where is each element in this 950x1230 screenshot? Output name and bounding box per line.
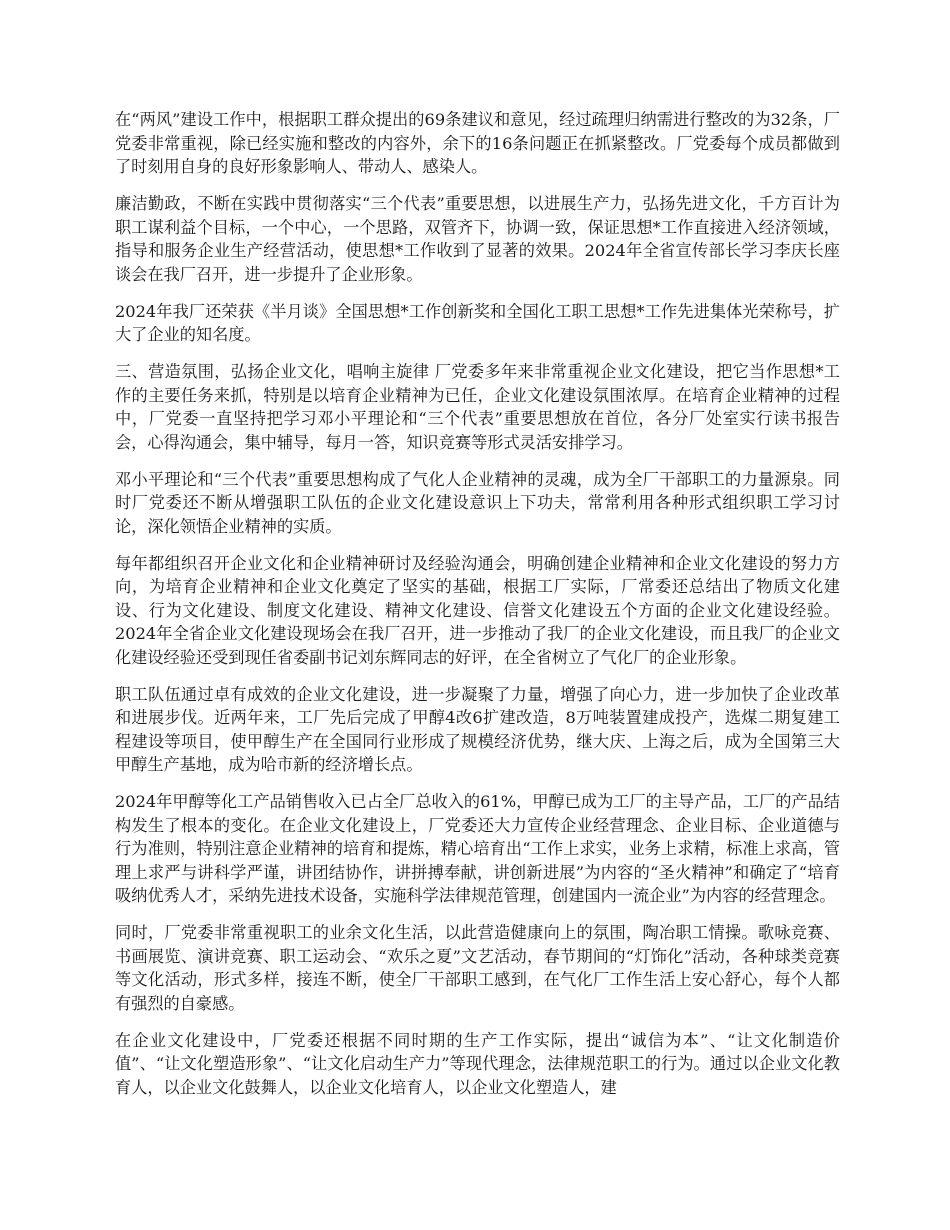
- paragraph-1: 在“两风”建设工作中，根据职工群众提出的69条建议和意见，经过疏理归纳需进行整改的为32条，厂党委非常重视，除已经实施和整改的内容外，余下的16条问题正在抓紧整改。厂党委每个成员都做到了时刻用自身的良好形象影响人、带动人、感染人。: [115, 110, 840, 176]
- paragraph-5: 邓小平理论和“三个代表”重要思想构成了气化人企业精神的灵魂，成为全厂干部职工的力量源泉。同时厂党委还不断从增强职工队伍的企业文化建设意识上下功夫，常常利用各种形式组织职工学习讨论，深化领悟企业精神的实质。: [115, 469, 840, 536]
- paragraph-10: 在企业文化建设中，厂党委还根据不同时期的生产工作实际，提出“诚信为本”、“让文化制造价值”、“让文化塑造形象”、“让文化启动生产力”等现代理念，法律规范职工的行为。通过以企业文化教育人，以企业文化鼓舞人，以企业文化培育人，以企业文化塑造人，建: [115, 1030, 840, 1097]
- paragraph-3: 2024年我厂还荣获《半月谈》全国思想*工作创新奖和全国化工职工思想*工作先进集体光荣称号，扩大了企业的知名度。: [115, 301, 840, 344]
- paragraph-8: 2024年甲醇等化工产品销售收入已占全厂总收入的61%，甲醇已成为工厂的主导产品，工厂的产品结构发生了根本的变化。在企业文化建设上，厂党委还大力宣传企业经营理念、企业目标、企业道德与行为准则，特别注意企业精神的培育和提炼，精心培育出“工作上求实，业务上求精，标准上求高，管理上求严与讲科学严谨，讲团结协作，讲拼搏奉献，讲创新进展”为内容的“圣火精神”和确定了“培育吸纳优秀人才，采纳先进技术设备，实施科学法律规范管理，创建国内一流企业”为内容的经营理念。: [115, 792, 840, 905]
- paragraph-7: 职工队伍通过卓有成效的企业文化建设，进一步凝聚了力量，增强了向心力，进一步加快了企业改革和进展步伐。近两年来，工厂先后完成了甲醇4改6扩建改造，8万吨装置建成投产，选煤二期复建工程建设等项目，使甲醇生产在全国同行业形成了规模经济优势，继大庆、上海之后，成为全国第三大甲醇生产基地，成为哈市新的经济增长点。: [115, 684, 840, 774]
- paragraph-6: 每年都组织召开企业文化和企业精神研讨及经验沟通会，明确创建企业精神和企业文化建设的努力方向，为培育企业精神和企业文化奠定了坚实的基础，根据工厂实际，厂常委还总结出了物质文化建设、行为文化建设、制度文化建设、精神文化建设、信誉文化建设五个方面的企业文化建设经验。2024年全省企业文化建设现场会在我厂召开，进一步推动了我厂的企业文化建设，而且我厂的企业文化建设经验还受到现任省委副书记刘东辉同志的好评，在全省树立了气化厂的企业形象。: [115, 553, 840, 667]
- paragraph-2: 廉洁勤政，不断在实践中贯彻落实“三个代表”重要思想，以进展生产力，弘扬先进文化，千方百计为职工谋利益个目标，一个中心，一个思路，双管齐下，协调一致，保证思想*工作直接进入经济领域，指导和服务企业生产经营活动，使思想*工作收到了显著的效果。2024年全省宣传部长学习李庆长座谈会在我厂召开，进一步提升了企业形象。: [115, 194, 840, 284]
- document-body: [115, 108, 840, 1113]
- paragraph-9: 同时，厂党委非常重视职工的业余文化生活，以此营造健康向上的氛围，陶冶职工情操。歌咏竞赛、书画展览、演讲竞赛、职工运动会、“欢乐之夏”文艺活动，春节期间的“灯饰化”活动，各种球类竞赛等文化活动，形式多样，接连不断，使全厂干部职工感到，在气化厂工作生活上安心舒心，每个人都有强烈的自豪感。: [115, 923, 840, 1013]
- paragraph-4: 三、营造氛围，弘扬企业文化，唱响主旋律 厂党委多年来非常重视企业文化建设，把它当作思想*工作的主要任务来抓，特别是以培育企业精神为已任，企业文化建设氛围浓厚。在培育企业精神的过程中，厂党委一直坚持把学习邓小平理论和“三个代表”重要思想放在首位，各分厂处室实行读书报告会，心得沟通会，集中辅导，每月一答，知识竞赛等形式灵活安排学习。: [115, 362, 840, 452]
